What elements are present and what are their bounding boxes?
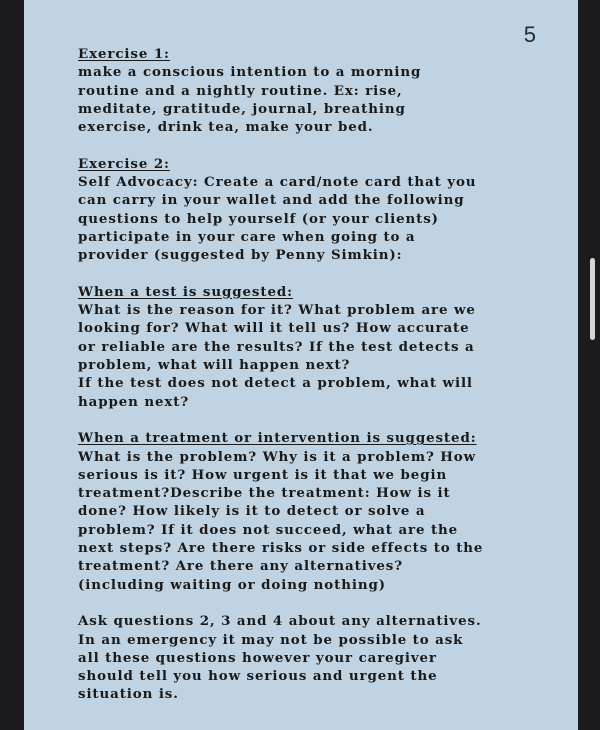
section-paragraph: What is the reason for it? What problem are we looking for? What will it tell us? How accurate or reliable are the results? If the test detects a problem, what will happen next? xyxy=(78,302,476,374)
section-treatment-suggested xyxy=(78,429,548,594)
page-number: 5 xyxy=(523,22,536,47)
section-heading: When a test is suggested: xyxy=(78,283,293,300)
section-heading: When a treatment or intervention is suggested: xyxy=(78,430,477,447)
scrollbar-thumb[interactable] xyxy=(590,258,595,340)
section-heading: Exercise 1: xyxy=(78,46,170,62)
section-exercise-2 xyxy=(78,155,548,265)
section-test-suggested xyxy=(78,283,548,411)
section-paragraph: Self Advocacy: Create a card/note card that you can carry in your wallet and add the following questions to help yourself (or your clients) participate in your care when going to a provider (suggested by Penny Simkin): xyxy=(78,174,477,264)
section-paragraph: If the test does not detect a problem, what will happen next? xyxy=(78,375,473,410)
document-page xyxy=(24,0,578,730)
section-paragraph: What is the problem? Why is it a problem? How serious is it? How urgent is it that we begin treatment?Describe the treatment: How is it done? How likely is it to detect or solve a problem? If it does not succeed, what are the next steps? Are there risks or side effects to the treatment? Are there any alternatives? (including waiting or doing nothing) xyxy=(78,448,484,593)
section-paragraph: Ask questions 2, 3 and 4 about any alternatives. In an emergency it may not be possible to ask all these questions however your caregiver should tell you how serious and urgent the situation is. xyxy=(78,613,482,703)
page-content xyxy=(78,45,548,722)
section-exercise-1 xyxy=(78,45,548,136)
section-paragraph: make a conscious intention to a morning routine and a nightly routine. Ex: rise, meditate, gratitude, journal, breathing exercise, drink tea, make your bed. xyxy=(78,64,422,136)
section-alternatives xyxy=(78,612,548,703)
section-heading: Exercise 2: xyxy=(78,155,170,172)
